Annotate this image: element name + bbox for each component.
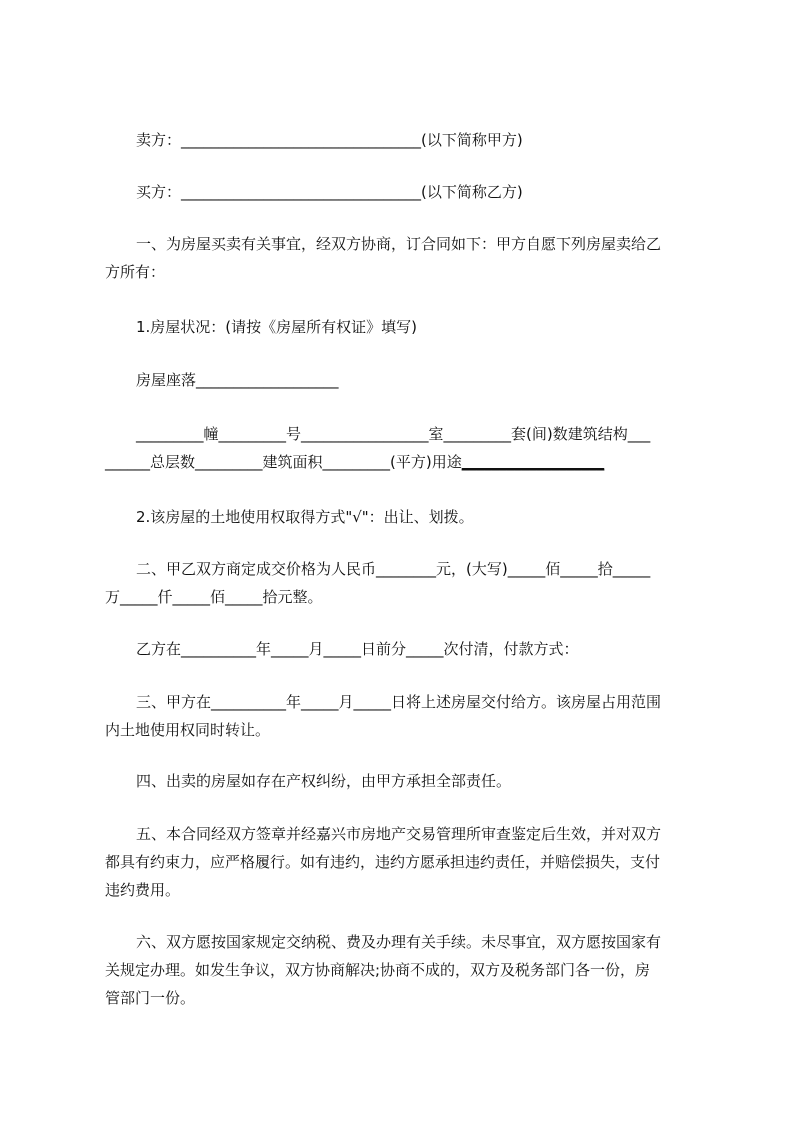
payment-line: 乙方在__________年_____月_____日前分_____次付清，付款方式： — [136, 640, 579, 658]
property-details-line-2 — [105, 448, 705, 477]
clause-1-line-1: 一、为房屋买卖有关事宜，经双方协商，订合同如下：甲方自愿下列房屋卖给乙 — [136, 235, 662, 253]
clause-6-line-1: 六、双方愿按国家规定交纳税、费及办理有关手续。未尽事宜，双方愿按国家有 — [136, 933, 662, 951]
item-1-property-status: 1.房屋状况：(请按《房屋所有权证》填写) — [136, 318, 418, 336]
seller-line: 卖方：________________________________(以下简称甲方) — [136, 131, 523, 149]
buyer-line: 买方：________________________________(以下简称乙方) — [136, 183, 523, 201]
property-details-line-1: _________幢_________号_________________室_________套(间)数建筑结构___ — [136, 425, 651, 443]
clause-3-line-2: 内土地使用权同时转让。 — [105, 721, 271, 739]
clause-2-line-2: 万_____仟_____佰_____拾元整。 — [105, 588, 323, 606]
item-2-land-use-right: 2.该房屋的土地使用权取得方式"√"：出让、划拨。 — [136, 508, 474, 526]
clause-5-line-1: 五、本合同经双方签章并经嘉兴市房地产交易管理所审查鉴定后生效，并对双方 — [136, 825, 662, 843]
clause-5-line-3: 违约费用。 — [105, 881, 181, 899]
clause-5-line-2: 都具有约束力，应严格履行。如有违约，违约方愿承担违约责任，并赔偿损失，支付 — [105, 853, 661, 871]
property-location: 房屋座落___________________ — [136, 371, 339, 389]
clause-6-line-3: 管部门一份。 — [105, 989, 196, 1007]
clause-6-line-2: 关规定办理。如发生争议，双方协商解决;协商不成的，双方及税务部门各一份，房 — [105, 961, 651, 979]
clause-3-line-1: 三、甲方在__________年_____月_____日将上述房屋交付给方。该房屋占用范围 — [136, 693, 662, 711]
property-usage-blank: ___________________ — [461, 453, 605, 471]
property-details-line-2-text: ______总层数_________建筑面积_________(平方)用途 — [105, 453, 462, 471]
clause-2-line-1: 二、甲乙双方商定成交价格为人民币________元，(大写)_____佰_____拾_____ — [136, 560, 651, 578]
clause-4-line: 四、出卖的房屋如存在产权纠纷，由甲方承担全部责任。 — [136, 772, 512, 790]
clause-1-line-2: 方所有： — [105, 263, 166, 281]
